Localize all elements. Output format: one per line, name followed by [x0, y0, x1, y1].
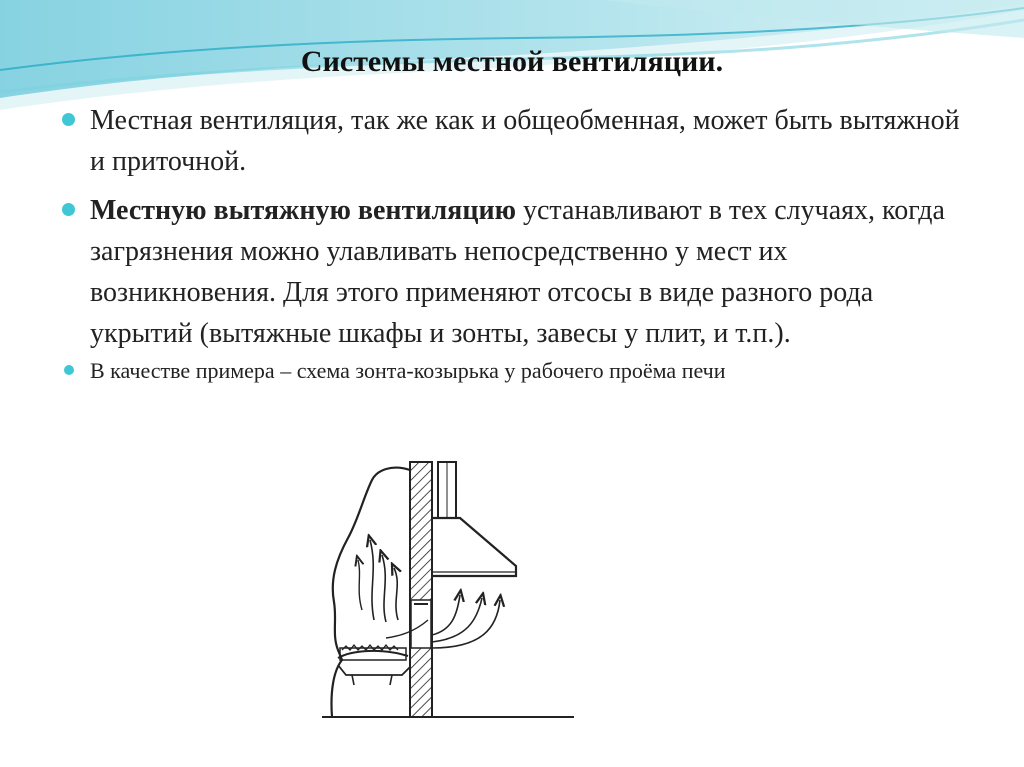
slide-title: Системы местной вентиляции. [300, 45, 724, 78]
bullet-text-3: В качестве примера – схема зонта-козырька у рабочего проёма печи [90, 358, 726, 383]
bullet-dot-icon [62, 113, 75, 126]
furnace-hood-schematic-icon [282, 460, 594, 740]
bullet-text-2-bold: Местную вытяжную вентиляцию [90, 195, 516, 226]
bullet-item-3 [62, 356, 962, 386]
bullet-item-2 [62, 190, 962, 354]
bullet-list [62, 100, 962, 386]
bullet-text-1: Местная вентиляция, так же как и общеобменная, может быть вытяжной и приточной. [90, 105, 960, 177]
bullet-text-2: устанавливают в тех случаях, когда загрязнения можно улавливать непосредственно у мест их возникновения. Для этого применяют отсосы в виде разного рода укрытий (вытяжные шкафы и зонты, завесы у плит, и т.п.). [90, 195, 945, 349]
bullet-dot-icon [64, 365, 74, 375]
bullet-dot-icon [62, 203, 75, 216]
bullet-item-1 [62, 100, 962, 182]
